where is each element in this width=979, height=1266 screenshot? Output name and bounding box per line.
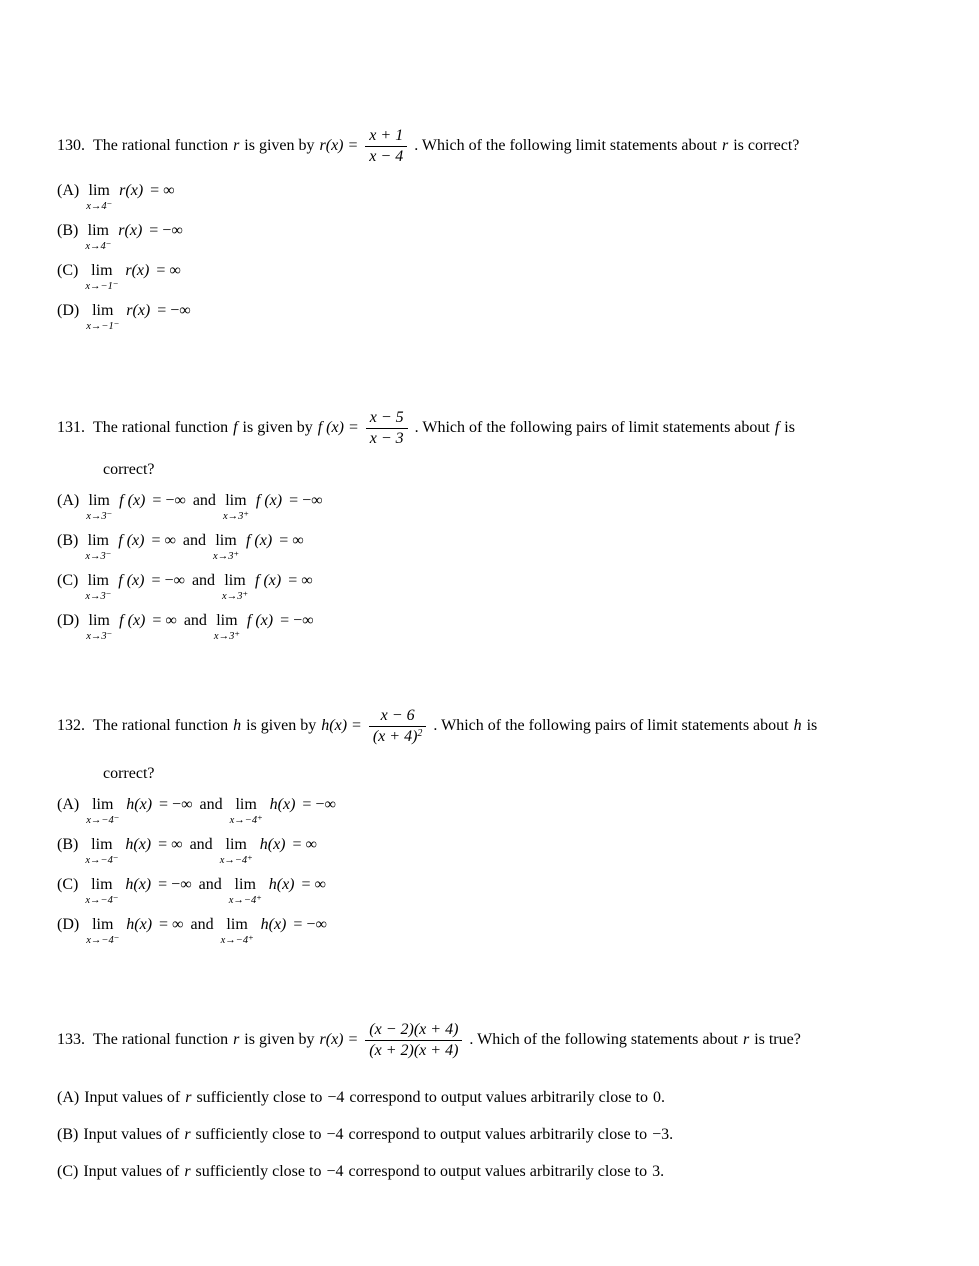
function-variable: r <box>721 137 729 155</box>
limit-expression: lim x→−4⁻ <box>85 836 119 866</box>
function-variable: r <box>184 1126 191 1143</box>
limit-value: = ∞ <box>156 262 181 279</box>
question-number: 131. <box>57 419 85 437</box>
limit-subscript: x→−4⁺ <box>220 935 254 946</box>
function-variable: f <box>233 419 238 437</box>
limit-value: = ∞ <box>152 612 177 629</box>
question-130-stem <box>57 122 929 170</box>
function-expression: f (x) <box>255 492 283 509</box>
limit-value: = −∞ <box>152 492 186 509</box>
fraction <box>366 408 408 447</box>
fraction-numerator: x − 6 <box>380 707 415 725</box>
output-value: 0. <box>652 1089 665 1106</box>
function-variable: f <box>774 419 780 437</box>
stem-text: is correct? <box>733 137 800 155</box>
limit-subscript: x→−1⁻ <box>85 281 119 292</box>
question-133 <box>57 1012 929 1182</box>
limit-value: = −∞ <box>149 222 183 239</box>
limit-expression: lim x→3⁻ <box>85 572 112 602</box>
limit-value: = ∞ <box>151 532 176 549</box>
limit-subscript: x→3⁻ <box>85 591 112 602</box>
option-A <box>57 492 929 522</box>
option-text: correspond to output values arbitrarily close to <box>349 1089 648 1106</box>
option-text: Input values of <box>84 1089 181 1106</box>
limit-expression: lim x→−1⁻ <box>86 302 120 332</box>
option-label: (D) <box>57 916 80 933</box>
limit-expression: lim x→−4⁻ <box>86 796 120 826</box>
question-131-stem <box>57 404 929 452</box>
limit-subscript: x→−1⁻ <box>86 321 120 332</box>
option-A <box>57 796 929 826</box>
function-expression: h(x) <box>269 796 296 813</box>
function-expression: h(x) <box>125 836 152 853</box>
function-expression: f (x) <box>255 572 282 589</box>
option-text: sufficiently close to <box>196 1089 323 1106</box>
option-B <box>57 222 929 252</box>
limit-expression: lim x→3⁻ <box>85 532 112 562</box>
function-expression: h(x) <box>260 916 287 933</box>
output-value: −3. <box>652 1126 674 1143</box>
option-label: (C) <box>57 1163 79 1180</box>
limit-subscript: x→4⁻ <box>85 241 112 252</box>
function-variable: r <box>742 1031 750 1049</box>
function-variable: h <box>793 717 802 735</box>
limit-expression: lim x→3⁺ <box>213 612 240 642</box>
question-133-stem <box>57 1012 929 1068</box>
limit-expression: lim x→3⁺ <box>222 492 249 522</box>
limit-subscript: x→−4⁻ <box>85 895 119 906</box>
function-expression: f (x) <box>119 612 146 629</box>
option-C <box>57 262 929 292</box>
question-131 <box>57 404 929 642</box>
stem-text: . Which of the following limit statements about <box>414 137 717 155</box>
stem-text: is true? <box>754 1031 801 1049</box>
option-A <box>57 182 929 212</box>
question-131-options <box>57 492 929 642</box>
input-value: −4 <box>326 1126 344 1143</box>
stem-text: . Which of the following pairs of limit statements about <box>433 717 789 735</box>
option-text: correspond to output values arbitrarily close to <box>348 1163 648 1180</box>
fraction-denominator: $(x + 4)^2$ <box>369 726 427 746</box>
conjunction: and <box>199 796 223 813</box>
limit-subscript: x→3⁺ <box>222 511 249 522</box>
stem-text: is <box>784 419 795 437</box>
option-label: (C) <box>57 572 79 589</box>
limit-subscript: x→−4⁻ <box>85 855 119 866</box>
limit-value: = ∞ <box>301 876 326 893</box>
fraction-numerator: (x − 2)(x + 4) <box>369 1021 459 1039</box>
function-expression: r(x) <box>119 182 144 199</box>
option-text: sufficiently close to <box>195 1126 322 1143</box>
fraction <box>369 706 427 745</box>
fraction-numerator: x + 1 <box>369 127 404 145</box>
option-B <box>57 532 929 562</box>
stem-continuation: correct? <box>103 765 155 782</box>
limit-expression: lim x→−4⁺ <box>219 836 253 866</box>
limit-subscript: x→−4⁻ <box>86 935 120 946</box>
function-variable: r <box>184 1163 191 1180</box>
function-expression: r(x) <box>125 262 150 279</box>
option-label: (B) <box>57 836 79 853</box>
question-130-options <box>57 182 929 332</box>
option-text: Input values of <box>83 1126 180 1143</box>
limit-value: = ∞ <box>150 182 175 199</box>
limit-value: = −∞ <box>158 876 192 893</box>
stem-text: is <box>806 717 818 735</box>
limit-subscript: x→3⁻ <box>86 631 113 642</box>
function-expression: h(x) <box>268 876 295 893</box>
limit-expression: lim x→3⁻ <box>86 612 113 642</box>
option-label: (B) <box>57 222 79 239</box>
function-variable: r <box>233 1031 240 1049</box>
fraction-numerator: x − 5 <box>369 409 404 427</box>
option-C <box>57 1162 929 1182</box>
stem-text: . Which of the following pairs of limit statements about <box>414 419 770 437</box>
limit-value: = −∞ <box>302 796 336 813</box>
limit-value: = −∞ <box>157 302 191 319</box>
input-value: −4 <box>327 1089 345 1106</box>
limit-expression: lim x→−4⁻ <box>85 876 119 906</box>
option-label: (C) <box>57 876 79 893</box>
question-number: 130. <box>57 137 85 155</box>
function-expression: h(x) <box>125 876 152 893</box>
conjunction: and <box>198 876 222 893</box>
stem-text: The rational function <box>93 419 229 437</box>
function-name: r(x) = <box>319 1031 359 1049</box>
limit-expression: lim x→−4⁻ <box>86 916 120 946</box>
question-133-options <box>57 1088 929 1182</box>
fraction <box>365 126 407 165</box>
function-expression: f (x) <box>245 532 273 549</box>
option-label: (D) <box>57 302 80 319</box>
limit-value: = ∞ <box>288 572 313 589</box>
input-value: −4 <box>326 1163 344 1180</box>
option-C <box>57 876 929 906</box>
option-B <box>57 1125 929 1145</box>
option-D <box>57 302 929 332</box>
exponent: 2 <box>417 727 423 739</box>
question-132 <box>57 696 929 946</box>
limit-value: = ∞ <box>292 836 317 853</box>
limit-value: = −∞ <box>280 612 314 629</box>
conjunction: and <box>191 572 216 589</box>
option-text: Input values of <box>83 1163 180 1180</box>
option-label: (A) <box>57 182 80 199</box>
limit-expression: lim x→−4⁺ <box>229 796 263 826</box>
conjunction: and <box>183 612 207 629</box>
function-name: h(x) = <box>321 717 362 735</box>
option-D <box>57 916 929 946</box>
limit-subscript: x→3⁺ <box>213 631 240 642</box>
limit-value: = −∞ <box>293 916 327 933</box>
stem-text: is given by <box>244 1031 315 1049</box>
limit-subscript: x→−4⁺ <box>219 855 253 866</box>
stem-text: . Which of the following statements about <box>469 1031 738 1049</box>
fraction-denominator: (x + 2)(x + 4) <box>365 1040 462 1060</box>
limit-subscript: x→−4⁺ <box>228 895 262 906</box>
option-label: (A) <box>57 796 80 813</box>
question-132-options <box>57 796 929 946</box>
conjunction: and <box>182 532 207 549</box>
limit-expression: lim x→3⁺ <box>222 572 248 602</box>
function-expression: f (x) <box>246 612 274 629</box>
function-expression: r(x) <box>126 302 151 319</box>
fraction-denominator: x − 3 <box>366 428 408 448</box>
limit-value: = −∞ <box>289 492 323 509</box>
option-B <box>57 836 929 866</box>
limit-subscript: x→−4⁻ <box>86 815 120 826</box>
question-number: 133. <box>57 1031 85 1049</box>
conjunction: and <box>189 836 213 853</box>
limit-expression: lim x→3⁻ <box>86 492 113 522</box>
function-expression: f (x) <box>118 572 145 589</box>
function-variable: r <box>233 137 240 155</box>
option-label: (B) <box>57 1126 79 1143</box>
function-variable: h <box>233 717 242 735</box>
option-label: (C) <box>57 262 79 279</box>
stem-continuation: correct? <box>103 461 155 478</box>
limit-expression: lim x→4⁻ <box>85 222 112 252</box>
option-label: (D) <box>57 612 80 629</box>
option-text: sufficiently close to <box>195 1163 322 1180</box>
limit-subscript: x→3⁻ <box>86 511 113 522</box>
limit-subscript: x→−4⁺ <box>229 815 263 826</box>
limit-expression: lim x→4⁻ <box>86 182 113 212</box>
function-expression: h(x) <box>126 796 153 813</box>
option-text: correspond to output values arbitrarily close to <box>348 1126 648 1143</box>
question-132-stem <box>57 696 929 756</box>
stem-text: The rational function <box>93 137 229 155</box>
limit-value: = ∞ <box>159 916 184 933</box>
stem-text: The rational function <box>93 717 229 735</box>
function-variable: r <box>185 1089 192 1106</box>
function-expression: f (x) <box>118 532 145 549</box>
function-expression: f (x) <box>119 492 146 509</box>
option-D <box>57 612 929 642</box>
conjunction: and <box>192 492 216 509</box>
stem-text: is given by <box>246 717 317 735</box>
limit-value: = −∞ <box>159 796 193 813</box>
limit-subscript: x→3⁻ <box>85 551 112 562</box>
limit-value: = −∞ <box>151 572 185 589</box>
limit-expression: lim x→3⁺ <box>213 532 239 562</box>
option-label: (A) <box>57 1089 80 1106</box>
option-label: (A) <box>57 492 80 509</box>
limit-expression: lim x→−4⁺ <box>228 876 262 906</box>
limit-subscript: x→3⁺ <box>213 551 239 562</box>
option-A <box>57 1088 929 1108</box>
question-number: 132. <box>57 717 85 735</box>
question-130 <box>57 122 929 332</box>
fraction <box>365 1020 462 1059</box>
limit-expression: lim x→−4⁺ <box>220 916 254 946</box>
limit-value: = ∞ <box>279 532 304 549</box>
conjunction: and <box>190 916 214 933</box>
stem-text: is given by <box>244 137 315 155</box>
function-name: f (x) = <box>317 419 359 437</box>
limit-expression: lim x→−1⁻ <box>85 262 119 292</box>
function-expression: h(x) <box>259 836 286 853</box>
output-value: 3. <box>652 1163 665 1180</box>
stem-text: The rational function <box>93 1031 229 1049</box>
function-name: r(x) = <box>319 137 359 155</box>
limit-subscript: x→4⁻ <box>86 201 113 212</box>
limit-subscript: x→3⁺ <box>222 591 248 602</box>
option-C <box>57 572 929 602</box>
stem-text: is given by <box>242 419 313 437</box>
option-label: (B) <box>57 532 79 549</box>
function-expression: h(x) <box>126 916 153 933</box>
limit-value: = ∞ <box>158 836 183 853</box>
fraction-denominator: x − 4 <box>365 146 407 166</box>
function-expression: r(x) <box>118 222 143 239</box>
